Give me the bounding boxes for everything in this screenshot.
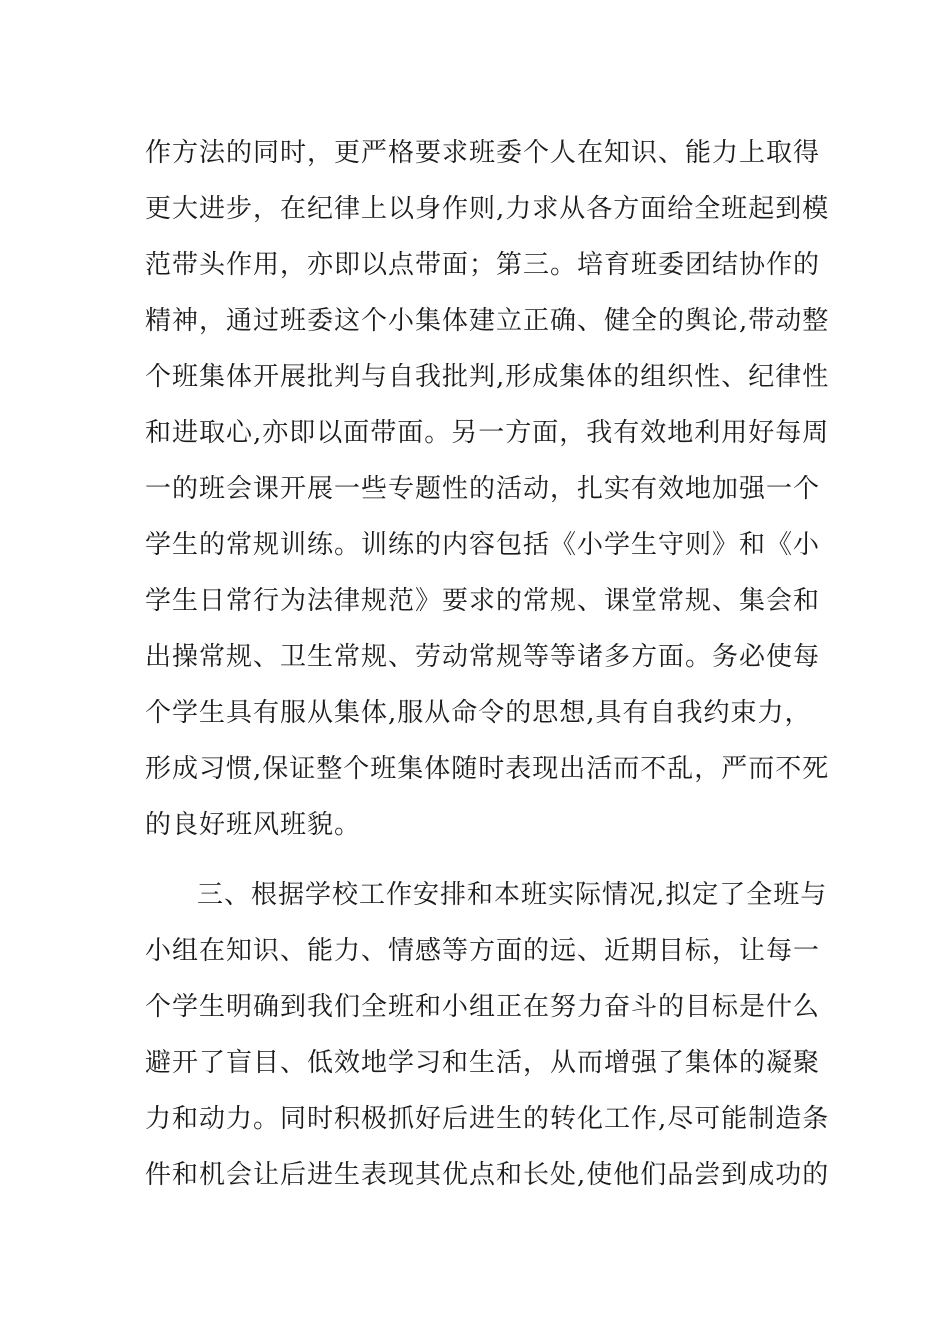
paragraph-2 (145, 867, 830, 1203)
paragraph-line: 作方法的同时，更严格要求班委个人在知识、能力上取得 (145, 138, 821, 168)
paragraph-line-first: 三、根据学校工作安排和本班实际情况,拟定了全班与 (197, 880, 828, 910)
paragraph-line: 的良好班风班貌。 (145, 810, 362, 840)
paragraph-line: 出操常规、卫生常规、劳动常规等等诸多方面。务必使每 (145, 642, 821, 672)
paragraph-line: 精神，通过班委这个小集体建立正确、健全的舆论,带动整 (145, 306, 830, 336)
paragraph-line: 避开了盲目、低效地学习和生活，从而增强了集体的凝聚 (145, 1048, 821, 1078)
paragraph-line: 学生日常行为法律规范》要求的常规、课堂常规、集会和 (145, 586, 821, 616)
paragraph-line: 小组在知识、能力、情感等方面的远、近期目标，让每一 (145, 936, 821, 966)
paragraph-line: 和进取心,亦即以面带面。另一方面，我有效地利用好每周 (145, 418, 830, 448)
paragraph-line: 个班集体开展批判与自我批判,形成集体的组织性、纪律性 (145, 362, 830, 392)
paragraph-line: 力和动力。同时积极抓好后进生的转化工作,尽可能制造条 (145, 1104, 830, 1134)
paragraph-line: 形成习惯,保证整个班集体随时表现出活而不乱，严而不死 (145, 754, 830, 784)
paragraph-line: 件和机会让后进生表现其优点和长处,使他们品尝到成功的 (145, 1160, 830, 1190)
paragraph-line: 范带头作用，亦即以点带面；第三。培育班委团结协作的 (145, 250, 821, 280)
paragraph-line: 一的班会课开展一些专题性的活动，扎实有效地加强一个 (145, 474, 821, 504)
paragraph-line: 学生的常规训练。训练的内容包括《小学生守则》和《小 (145, 530, 821, 560)
paragraph-line: 个学生明确到我们全班和小组正在努力奋斗的目标是什么 (145, 992, 821, 1022)
paragraph-line: 更大进步，在纪律上以身作则,力求从各方面给全班起到模 (145, 194, 830, 224)
paragraph-1 (145, 125, 830, 853)
paragraph-line: 个学生具有服从集体,服从命令的思想,具有自我约束力， (145, 698, 812, 728)
